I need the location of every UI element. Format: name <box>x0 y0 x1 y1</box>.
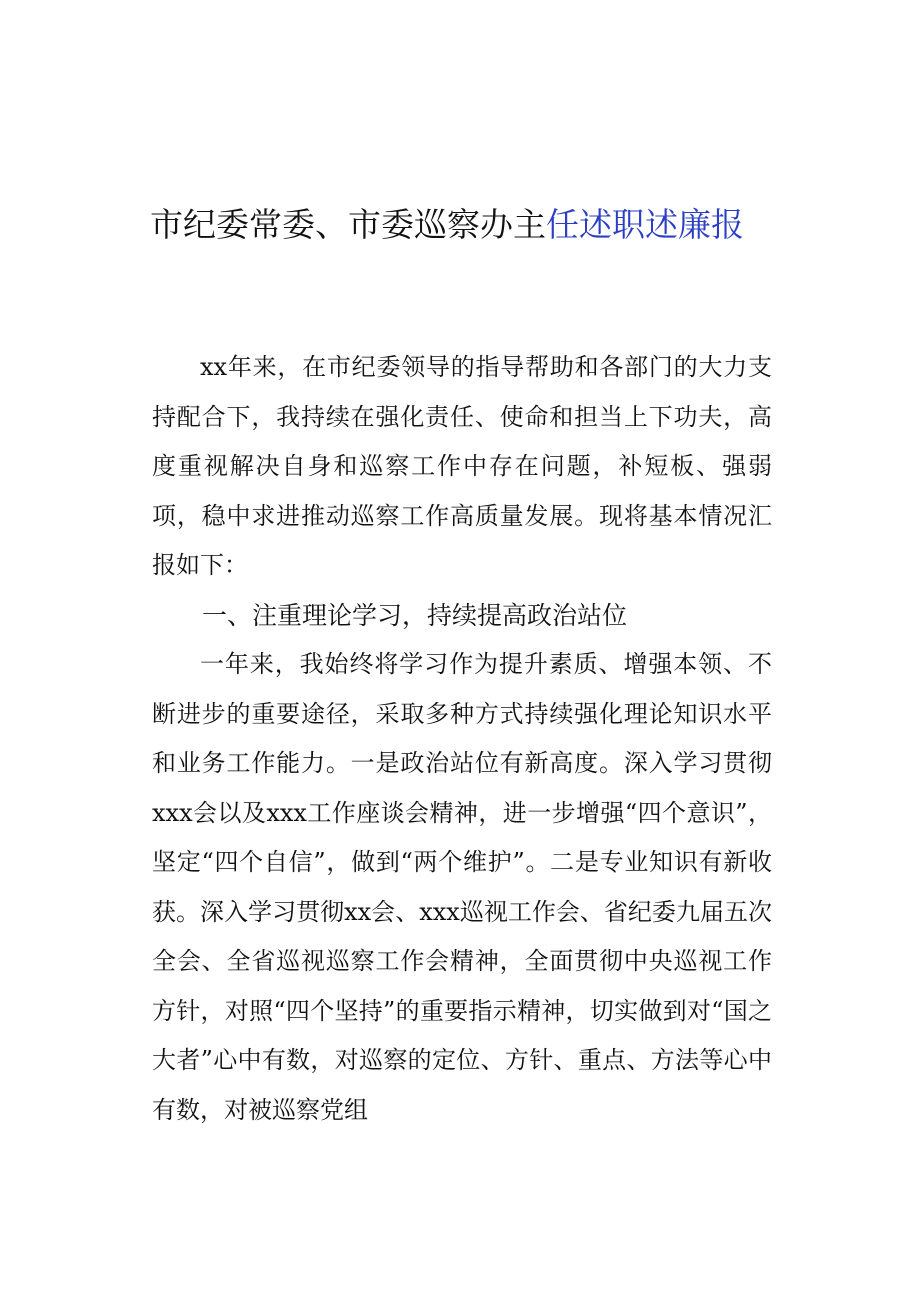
intro-paragraph: xx年来，在市纪委领导的指导帮助和各部门的大力支持配合下，我持续在强化责任、使命和担当上下功夫，高度重视解决自身和巡察工作中存在问题，补短板、强弱项，稳中求进推动巡察工作高质量发展。现将基本情况汇报如下： <box>152 353 772 579</box>
title-link-text[interactable]: 任述职述廉报 <box>546 205 744 244</box>
title-text: 市纪委常委、市委巡察办主 <box>150 205 546 244</box>
section-paragraph: 一年来，我始终将学习作为提升素质、增强本领、不断进步的重要途径，采取多种方式持续强化理论知识水平和业务工作能力。一是政治站位有新高度。深入学习贯彻xxx会以及xxx工作座谈会精神，进一步增强“四个意识”，坚定“四个自信”，做到“两个维护”。二是专业知识有新收获。深入学习贯彻xx会、xxx巡视工作会、省纪委九届五次全会、全省巡视巡察工作会精神，全面贯彻中央巡视工作方针，对照“四个坚持”的重要指示精神，切实做到对“国之大者”心中有数，对巡察的定位、方针、重点、方法等心中有数，对被巡察党组 <box>152 650 772 1124</box>
document-title <box>150 200 790 250</box>
document-body <box>152 343 772 1135</box>
section-heading: 一、注重理论学习，持续提高政治站位 <box>202 600 628 630</box>
